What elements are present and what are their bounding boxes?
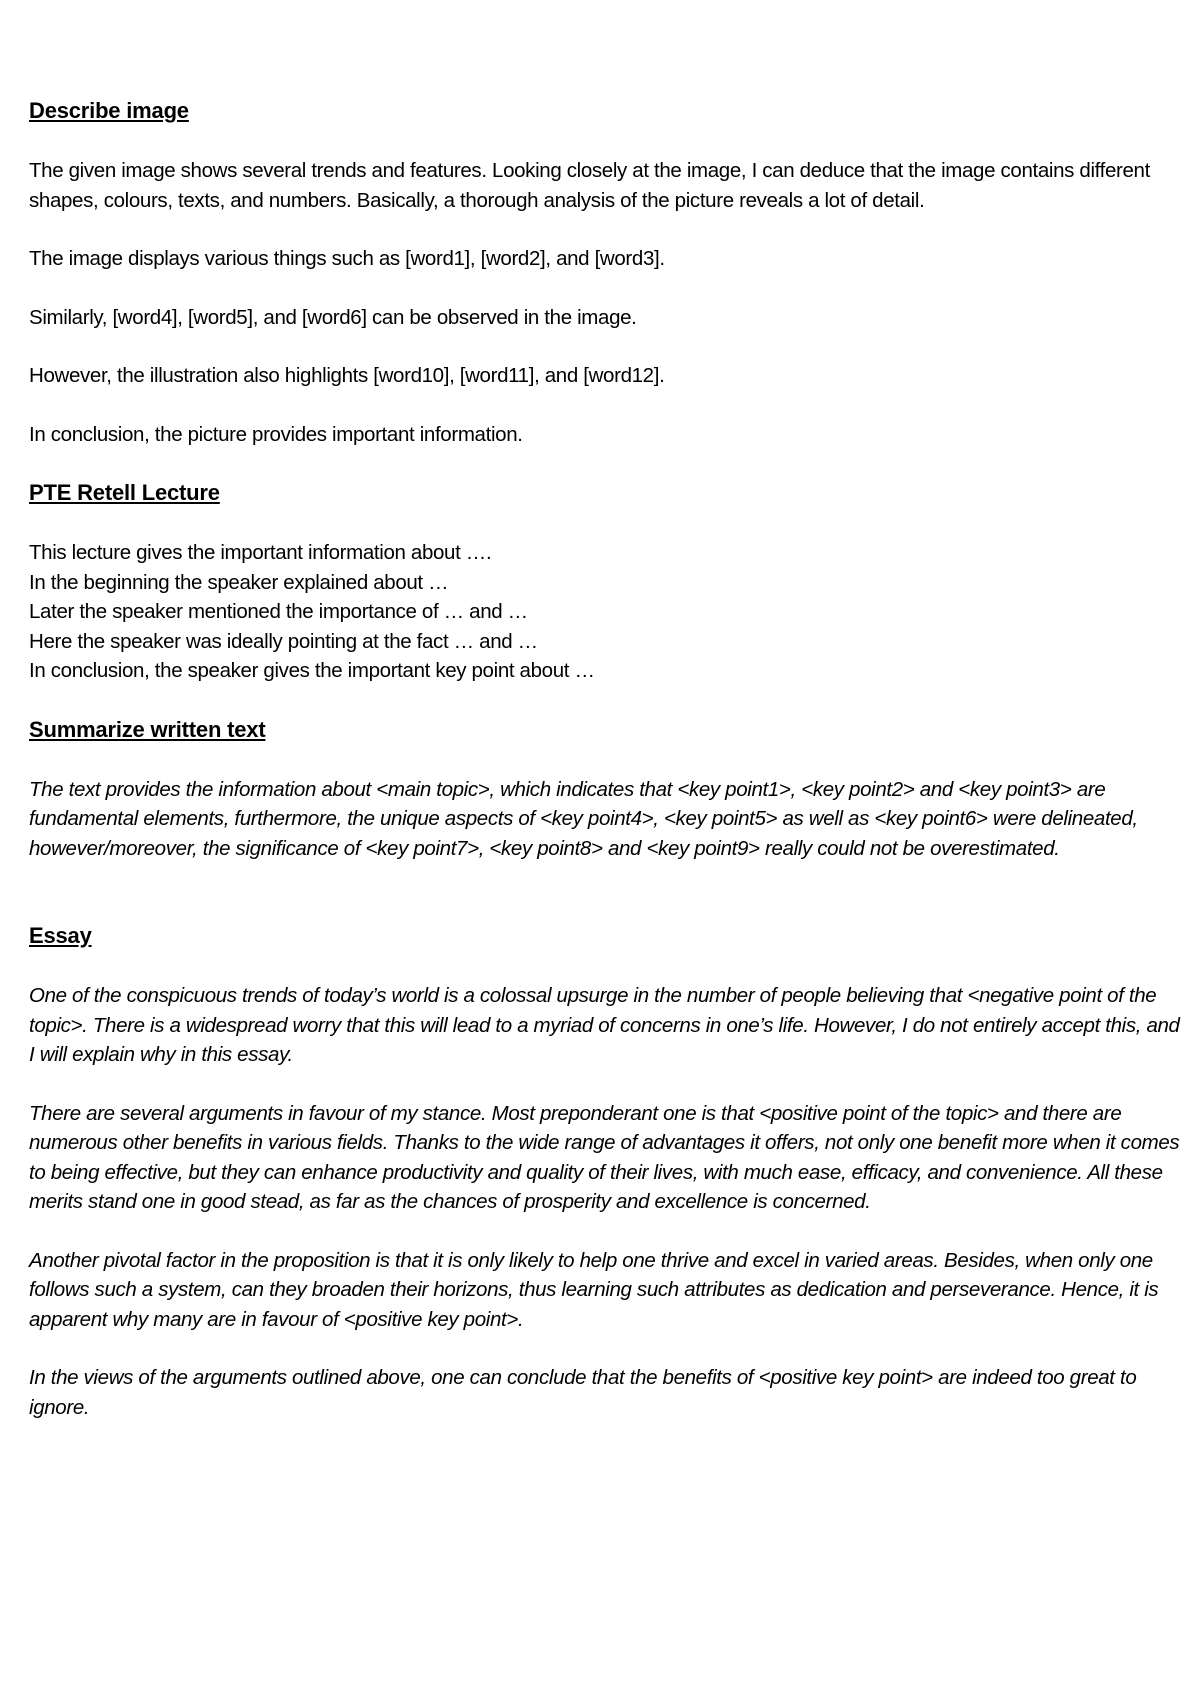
essay-paragraph: One of the conspicuous trends of today’s world is a colossal upsurge in the number of people believing that <negative point of the topic>. There is a widespread worry that this will lead to a myriad of concerns in one’s life. However, I do not entirely accept this, and I will explain why in this essay.: [29, 984, 1180, 1066]
retell-lecture-line: Later the speaker mentioned the importance of … and …: [29, 600, 528, 623]
summarize-text-heading: Summarize written text: [29, 716, 266, 742]
describe-image-paragraph: Similarly, [word4], [word5], and [word6] can be observed in the image.: [29, 305, 637, 329]
essay-heading: Essay: [29, 923, 92, 948]
describe-image-paragraph: The given image shows several trends and features. Looking closely at the image, I can deduce that the image contains different shapes, colours, texts, and numbers. Basically, a thorough analysis of the picture reveals a lot of detail.: [29, 159, 1150, 212]
describe-image-paragraph: The image displays various things such as [word1], [word2], and [word3].: [29, 247, 665, 270]
describe-image-paragraph: In conclusion, the picture provides important information.: [29, 422, 523, 446]
retell-lecture-lines: [29, 538, 1189, 686]
describe-image-section: [29, 96, 1189, 449]
summarize-text-section: [29, 715, 1189, 922]
describe-image-heading: Describe image: [29, 98, 189, 123]
retell-lecture-line: This lecture gives the important information about ….: [29, 541, 492, 564]
document-page: [29, 96, 1189, 1451]
essay-paragraph: Another pivotal factor in the proposition is that it is only likely to help one thrive and excel in varied areas. Besides, when only one follows such a system, can they broaden their horizons, thus learning such attributes as dedication and perseverance. Hence, it is apparent why many are in favour of <positive key point>.: [29, 1248, 1159, 1331]
retell-lecture-section: [29, 478, 1189, 686]
retell-lecture-line: Here the speaker was ideally pointing at the fact … and …: [29, 629, 538, 653]
describe-image-paragraph: However, the illustration also highlights [word10], [word11], and [word12].: [29, 364, 665, 387]
retell-lecture-heading: PTE Retell Lecture: [29, 480, 220, 505]
essay-paragraph: There are several arguments in favour of my stance. Most preponderant one is that <positive point of the topic> and there are numerous other benefits in various fields. Thanks to the wide range of advantages it offers, not only one benefit more when it comes to being effective, but they can enhance productivity and quality of their lives, with much ease, efficacy, and convenience. All these merits stand one in good stead, as far as the chances of prosperity and excellence is concerned.: [29, 1101, 1180, 1213]
retell-lecture-line: In the beginning the speaker explained about …: [29, 570, 449, 594]
summarize-text-paragraph: The text provides the information about <main topic>, which indicates that <key point1>, <key point2> and <key point3> are fundamental elements, furthermore, the unique aspects of <key point4>, <key point5> as well as <key point6> were delineated, however/moreover, the significance of <key point7>, <key point8> and <key point9> really could not be overestimated.: [29, 777, 1138, 860]
essay-section: [29, 921, 1189, 1422]
section-spacer: [29, 892, 1189, 921]
essay-paragraph: In the views of the arguments outlined above, one can conclude that the benefits of <positive key point> are indeed too great to ignore.: [29, 1366, 1137, 1419]
retell-lecture-line: In conclusion, the speaker gives the important key point about …: [29, 659, 595, 682]
